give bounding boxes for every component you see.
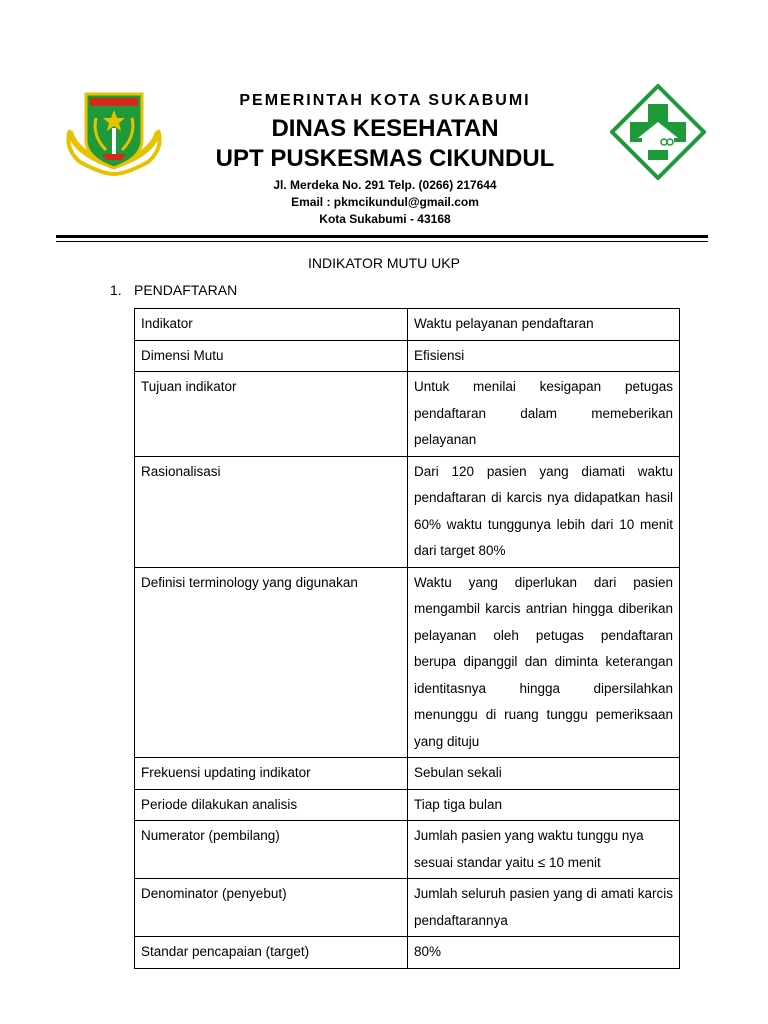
government-name: PEMERINTAH KOTA SUKABUMI [239, 92, 531, 109]
row-value: Sebulan sekali [408, 758, 680, 790]
table-row [135, 789, 680, 821]
row-label: Indikator [135, 309, 408, 341]
section-title: PENDAFTARAN [134, 282, 238, 298]
row-label: Tujuan indikator [135, 372, 408, 457]
table-row [135, 758, 680, 790]
table-row [135, 879, 680, 937]
row-label: Standar pencapaian (target) [135, 937, 408, 969]
row-value [408, 821, 680, 879]
puskesmas-logo-icon [610, 84, 706, 180]
section-heading [110, 282, 237, 298]
document-title: INDIKATOR MUTU UKP [308, 255, 460, 271]
row-label: Numerator (pembilang) [135, 821, 408, 879]
table-row [135, 821, 680, 879]
row-value: Waktu pelayanan pendaftaran [408, 309, 680, 341]
row-label: Dimensi Mutu [135, 340, 408, 372]
table-row [135, 567, 680, 758]
row-label: Rasionalisasi [135, 456, 408, 567]
email-line: Email : pkmcikundul@gmail.com [291, 195, 479, 209]
row-value: Efisiensi [408, 340, 680, 372]
row-value: Waktu yang diperlukan dari pasien mengambil karcis antrian hingga diberikan pelayanan oleh petugas pendaftaran berupa dipanggil dan diminta keterangan identitasnya hingga dipersilahkan menunggu di ruang tunggu pemeriksaan yang dituju [408, 567, 680, 758]
indicator-table [134, 308, 680, 969]
city-line: Kota Sukabumi - 43168 [319, 212, 451, 226]
header-divider-thick [56, 235, 708, 238]
row-label: Denominator (penyebut) [135, 879, 408, 937]
address-block [200, 177, 570, 228]
row-value: Jumlah seluruh pasien yang di amati karcis pendaftarannya [408, 879, 680, 937]
table-row [135, 340, 680, 372]
row-value: Untuk menilai kesigapan petugas pendaftaran dalam memeberikan pelayanan [408, 372, 680, 457]
table-row [135, 372, 680, 457]
department-name: DINAS KESEHATAN [271, 115, 499, 142]
row-value: Dari 120 pasien yang diamati waktu pendaftaran di karcis nya didapatkan hasil 60% waktu tunggunya lebih dari 10 menit dari target 80% [408, 456, 680, 567]
header-divider-thin [56, 241, 708, 242]
row-label: Periode dilakukan analisis [135, 789, 408, 821]
row-label: Definisi terminology yang digunakan [135, 567, 408, 758]
table-row [135, 309, 680, 341]
row-value: 80% [408, 937, 680, 969]
table-row [135, 937, 680, 969]
row-value-line: Jumlah pasien yang waktu tunggu nya [414, 828, 644, 843]
row-label: Frekuensi updating indikator [135, 758, 408, 790]
table-row [135, 456, 680, 567]
unit-name: UPT PUSKESMAS CIKUNDUL [215, 145, 555, 172]
address-line: Jl. Merdeka No. 291 Telp. (0266) 217644 [273, 178, 497, 192]
row-value-line: sesuai standar yaitu ≤ 10 menit [414, 854, 601, 870]
section-number: 1. [110, 282, 122, 298]
row-value: Tiap tiga bulan [408, 789, 680, 821]
kota-sukabumi-emblem-icon [62, 88, 166, 180]
